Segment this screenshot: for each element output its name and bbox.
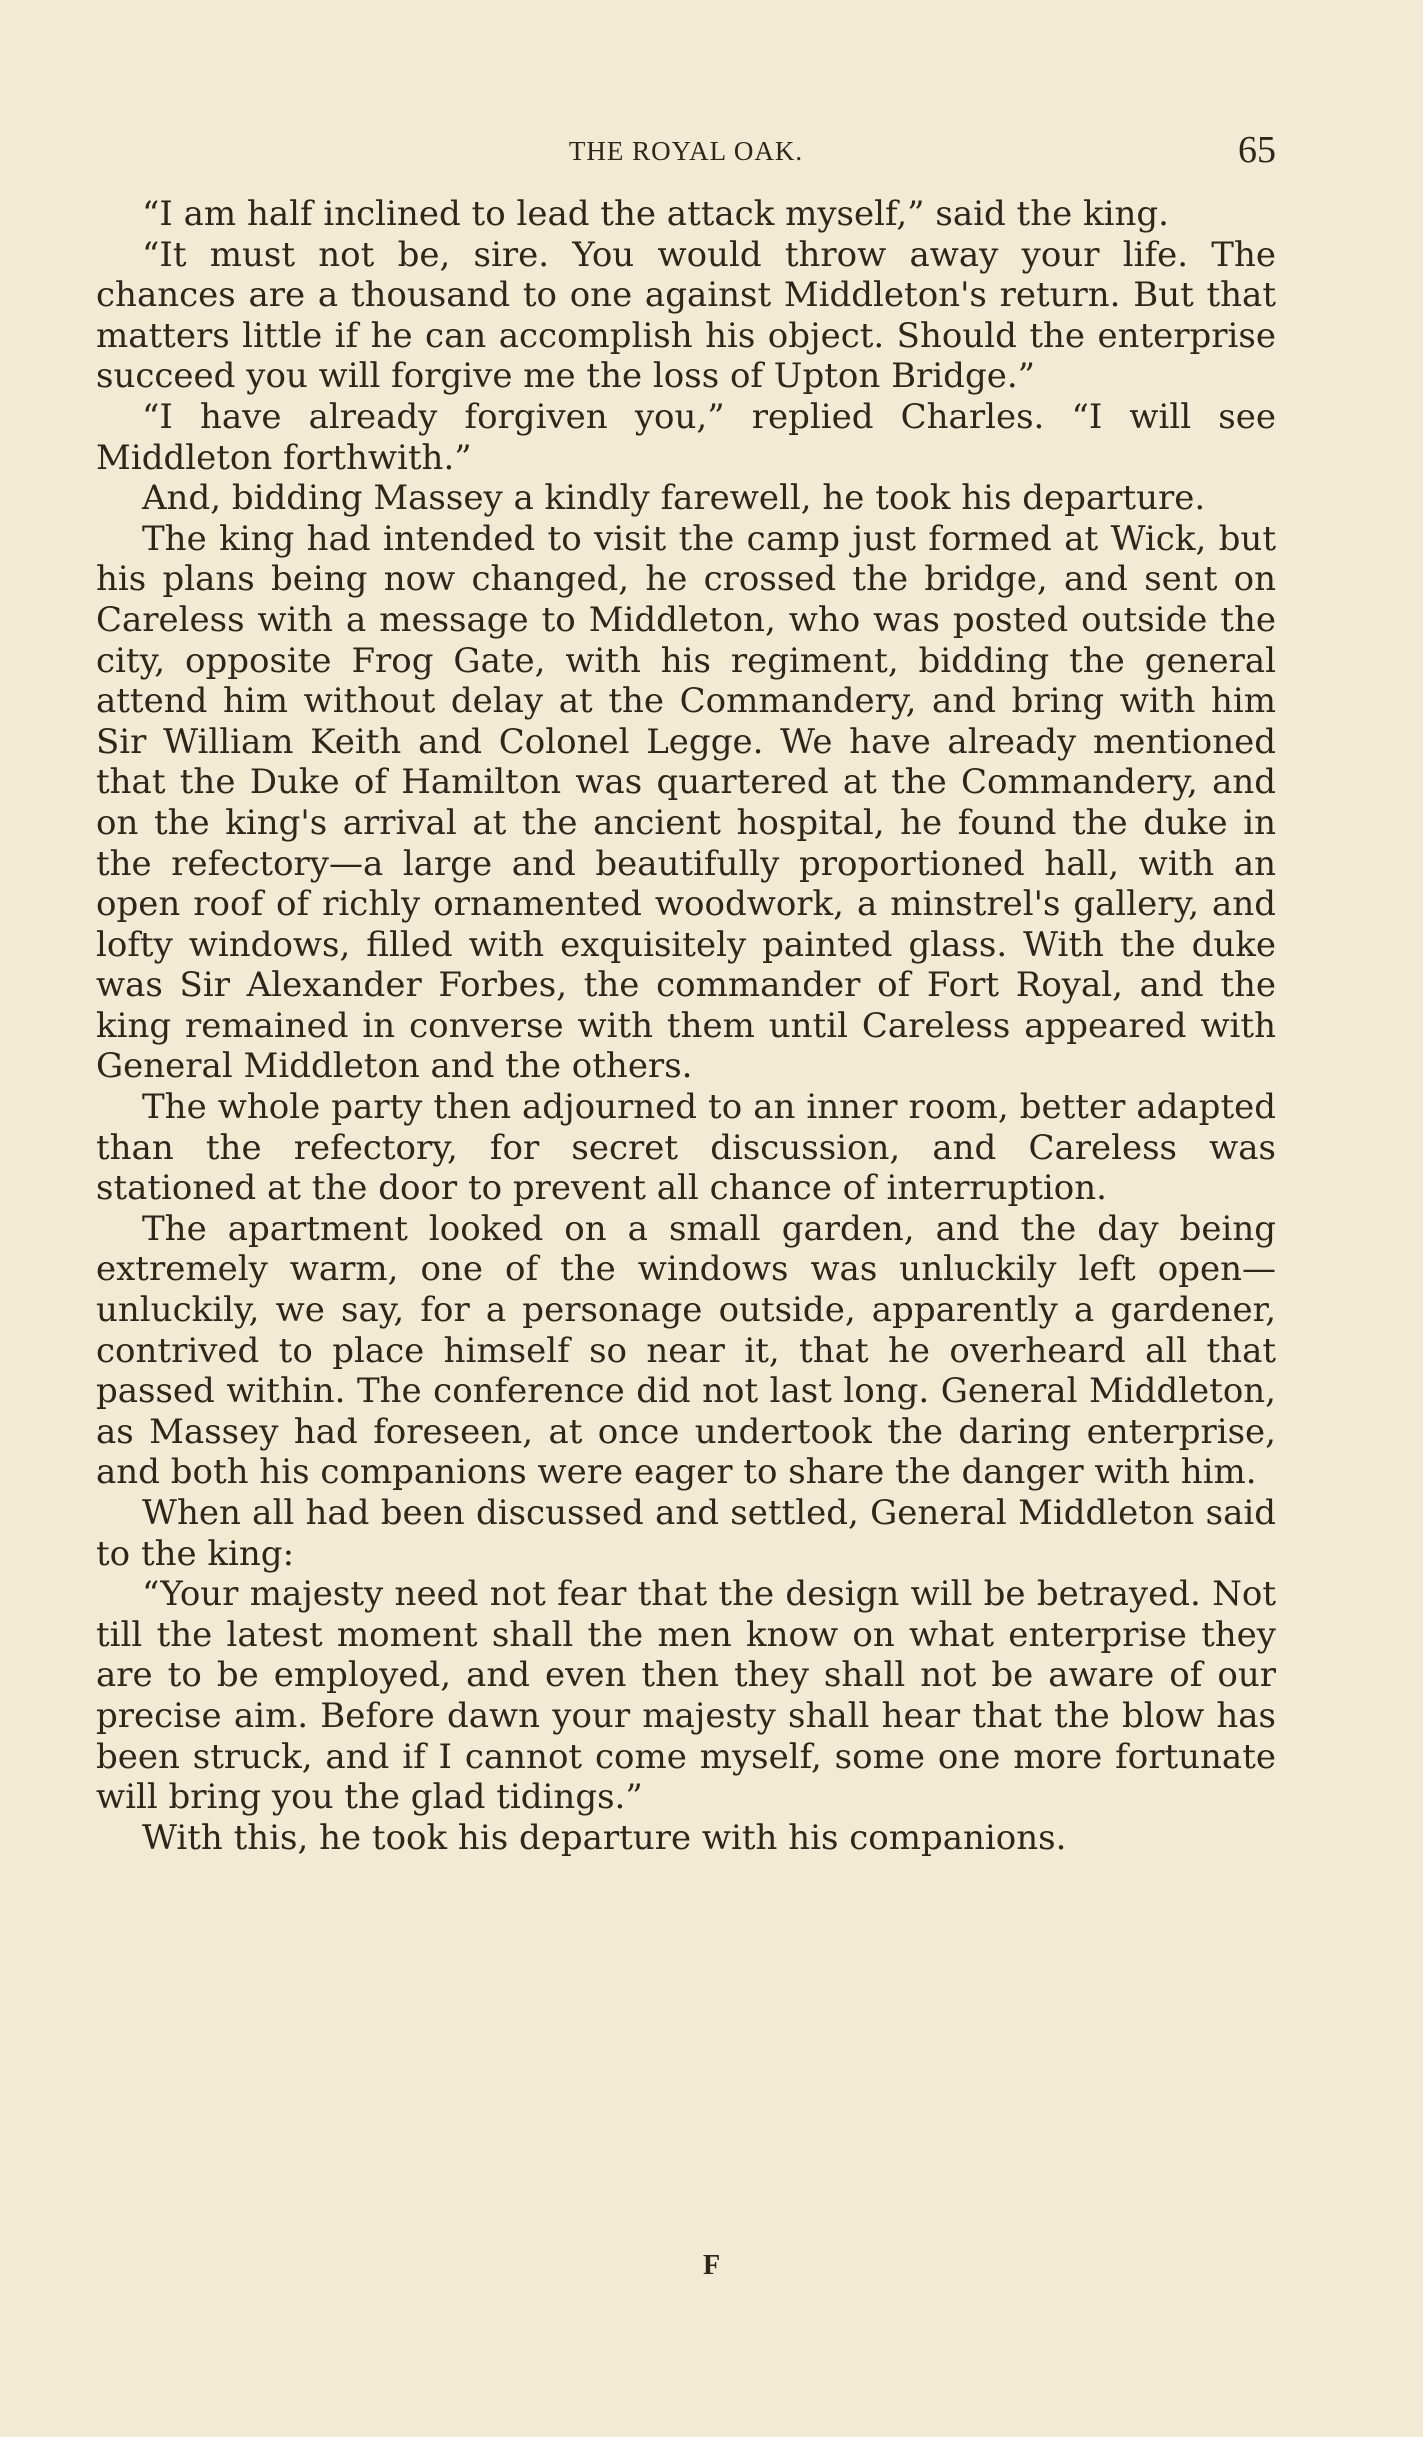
paragraph: And, bidding Massey a kindly farewell, he took his departure. (142, 478, 1206, 519)
paragraph: “Your majesty need not fear that the design will be betrayed. Not till the latest moment shall the men know on what enterprise they are to be employed, and even then they shall not be aware of our precise aim. Before dawn your majesty shall hear that the blow has been struck, and if I cannot come myself, some one more fortunate will bring you the glad tidings.” (96, 1574, 1276, 1818)
paragraph: “I have already forgiven you,” replied Charles. “I will see Middleton forthwith.” (96, 396, 1276, 478)
paragraph: “I am half inclined to lead the attack myself,” said the king. (142, 194, 1169, 234)
paragraph: “It must not be, sire. You would throw away your life. The chances are a thousand to one against Middleton's return. But that matters little if he can accomplish his object. Should the enterprise succeed you will forgive me the loss of Upton Bridge.” (96, 234, 1276, 397)
body-text (96, 194, 1276, 1858)
running-title: THE ROYAL OAK. (568, 136, 804, 166)
paragraph: With this, he took his departure with his companions. (142, 1817, 1067, 1858)
paragraph: The whole party then adjourned to an inner room, better adapted than the refectory, for secret discussion, and Careless was stationed at the door to prevent all chance of interruption. (96, 1087, 1276, 1209)
paragraph: The king had intended to visit the camp just formed at Wick, but his plans being now changed, he crossed the bridge, and sent on Careless with a message to Middleton, who was posted outside the city, opposite Frog Gate, with his regiment, bidding the general attend him without delay at the Commandery, and bring with him Sir William Keith and Colonel Legge. We have already mentioned that the Duke of Hamilton was quartered at the Commandery, and on the king's arrival at the ancient hospital, he found the duke in the refectory—a large and beautifully proportioned hall, with an open roof of richly ornamented woodwork, a minstrel's gallery, and lofty windows, filled with exquisitely painted glass. With the duke was Sir Alexander Forbes, the commander of Fort Royal, and the king remained in converse with them until Careless appeared with General Middleton and the others. (96, 518, 1276, 1087)
page-header (96, 128, 1276, 180)
signature-mark: F (702, 2250, 721, 2281)
page-number: 65 (1238, 129, 1276, 171)
paragraph: The apartment looked on a small garden, and the day being extremely warm, one of the windows was unluckily left open—unluckily, we say, for a personage outside, apparently a gardener, contrived to place himself so near it, that he overheard all that passed within. The conference did not last long. General Middleton, as Massey had foreseen, at once undertook the daring enterprise, and both his companions were eager to share the danger with him. (96, 1208, 1276, 1493)
paragraph: When all had been discussed and settled, General Middleton said to the king: (96, 1493, 1276, 1574)
